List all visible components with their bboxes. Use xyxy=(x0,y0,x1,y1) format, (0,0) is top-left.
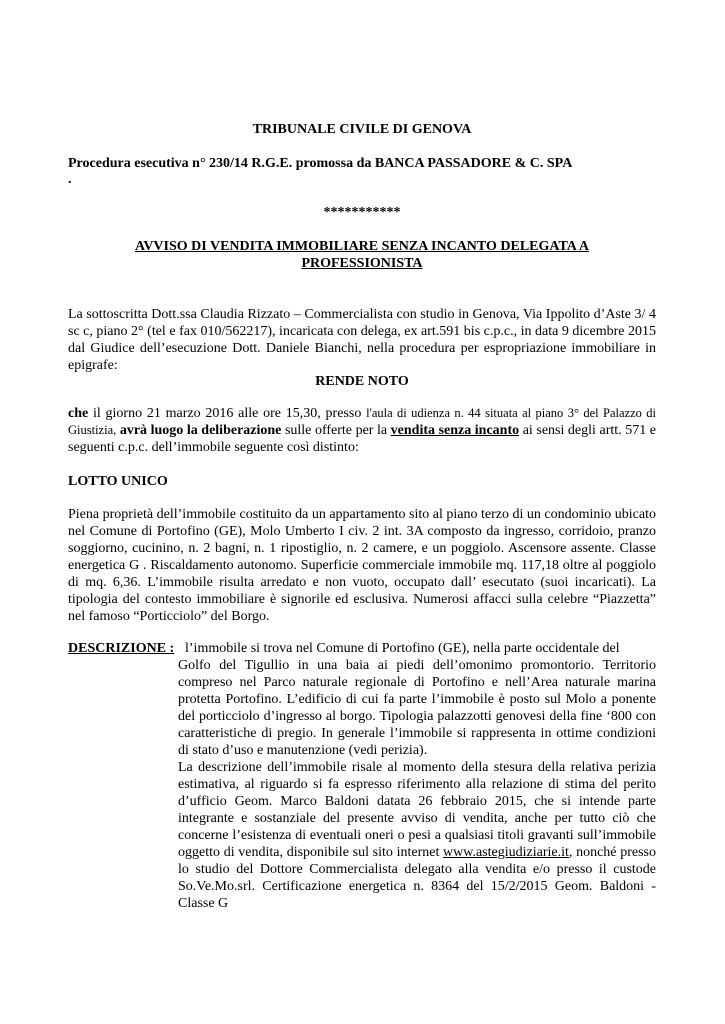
descrizione-body xyxy=(178,657,656,912)
descrizione-paragraph-1: Golfo del Tigullio in una baia ai piedi dell’omonimo promontorio. Territorio compreso nel Parco naturale regionale di Portofino e nell’Area naturale marina protetta Portofino. L’edificio di cui fa parte l’immobile è posto sul Molo a ponente del porticciolo d’ingresso al borgo. Tipologia palazzotti genovesi della fine ‘800 con caratteristiche di pregio. In generale l’immobile si rappresenta in ottime condizioni di stato d’uso e manutenzione (vedi perizia). xyxy=(178,658,656,758)
sale-type: vendita senza incanto xyxy=(390,423,520,438)
rende-noto: RENDE NOTO xyxy=(315,374,409,389)
date-text: il giorno 21 marzo 2016 alle ore 15,30, presso xyxy=(88,406,367,421)
notice-title-line2: PROFESSIONISTA xyxy=(301,256,423,271)
offers-text: sulle offerte per la xyxy=(281,423,391,438)
court-heading: TRIBUNALE CIVILE DI GENOVA xyxy=(252,122,472,137)
procedure-dot: . xyxy=(68,172,72,187)
lotto-description: Piena proprietà dell’immobile costituito da un appartamento sito al piano terzo di un condominio ubicato nel Comune di Portofino (GE), Molo Umberto I civ. 2 int. 3A composto da ingresso, corridoio, pranzo soggiorno, cucinino, n. 2 bagni, n. 1 ripostiglio, n. 2 camere, e un poggiolo. Ascensore assente. Classe energetica G . Riscaldamento autonomo. Superficie commerciale immobile mq. 117,18 oltre al poggiolo di mq. 6,36. L’immobile risulta arredato e non vuoto, occupato dall’ esecutato (suoi incaricati). La tipologia del contesto immobiliare è signorile ed esclusiva. Numerosi affacci sulla celebre “Piazzetta” nel famoso “Porticciolo” del Borgo. xyxy=(68,507,656,624)
lotto-title: LOTTO UNICO xyxy=(68,474,168,489)
intro-paragraph: La sottoscritta Dott.ssa Claudia Rizzato – Commercialista con studio in Genova, Via Ippolito d’Aste 3/ 4 sc c, piano 2° (tel e fax 010/562217), incaricata con delega, ex art.591 bis c.p.c., in data 9 dicembre 2015 dal Giudice dell’esecuzione Dott. Daniele Bianchi, nella procedura per espropriazione immobiliare in epigrafe: xyxy=(68,307,656,373)
separator-stars: *********** xyxy=(323,205,401,220)
location-text: l'aula di udienza n. 44 situata al piano 3° del Palazzo di Giustizia, xyxy=(68,406,656,437)
descrizione-label: DESCRIZIONE : xyxy=(68,641,175,656)
che-word: che xyxy=(68,406,89,421)
descrizione-text-after-link: , nonché presso lo studio del Dottore Commercialista delegato alla vendita e/o presso il custode So.Ve.Mo.srl. Certificazione energetica n. 8364 del 15/2/2015 Geom. Baldoni - Classe G xyxy=(178,845,656,911)
astegiudiziarie-link[interactable]: www.astegiudiziarie.it xyxy=(443,845,569,860)
procedure-line: Procedura esecutiva n° 230/14 R.G.E. promossa da BANCA PASSADORE & C. SPA xyxy=(68,156,573,171)
descrizione-intro: l’immobile si trova nel Comune di Portofino (GE), nella parte occidentale del xyxy=(185,641,620,656)
deliberation-text: avrà luogo la deliberazione xyxy=(119,423,282,438)
descrizione-text-before-link: La descrizione dell’immobile risale al momento della stesura della relativa perizia estimativa, al riguardo si fa espresso riferimento alla relazione di stima del perito d’ufficio Geom. Marco Baldoni datata 26 febbraio 2015, che si intende parte integrante e sostanziale del presente avviso di vendita, anche per tutto ciò che concerne l’esistenza di eventuali oneri o pesi a qualsiasi titoli gravanti sull’immobile oggetto di vendita, disponibile sul sito internet xyxy=(178,760,656,860)
descrizione-paragraph-2 xyxy=(178,759,656,912)
closing-text: ai sensi degli artt. 571 e seguenti c.p.c. dell’immobile seguente così distinto: xyxy=(68,423,656,455)
notice-title-line1: AVVISO DI VENDITA IMMOBILIARE SENZA INCANTO DELEGATA A xyxy=(135,239,589,254)
announcement-paragraph xyxy=(68,405,656,456)
